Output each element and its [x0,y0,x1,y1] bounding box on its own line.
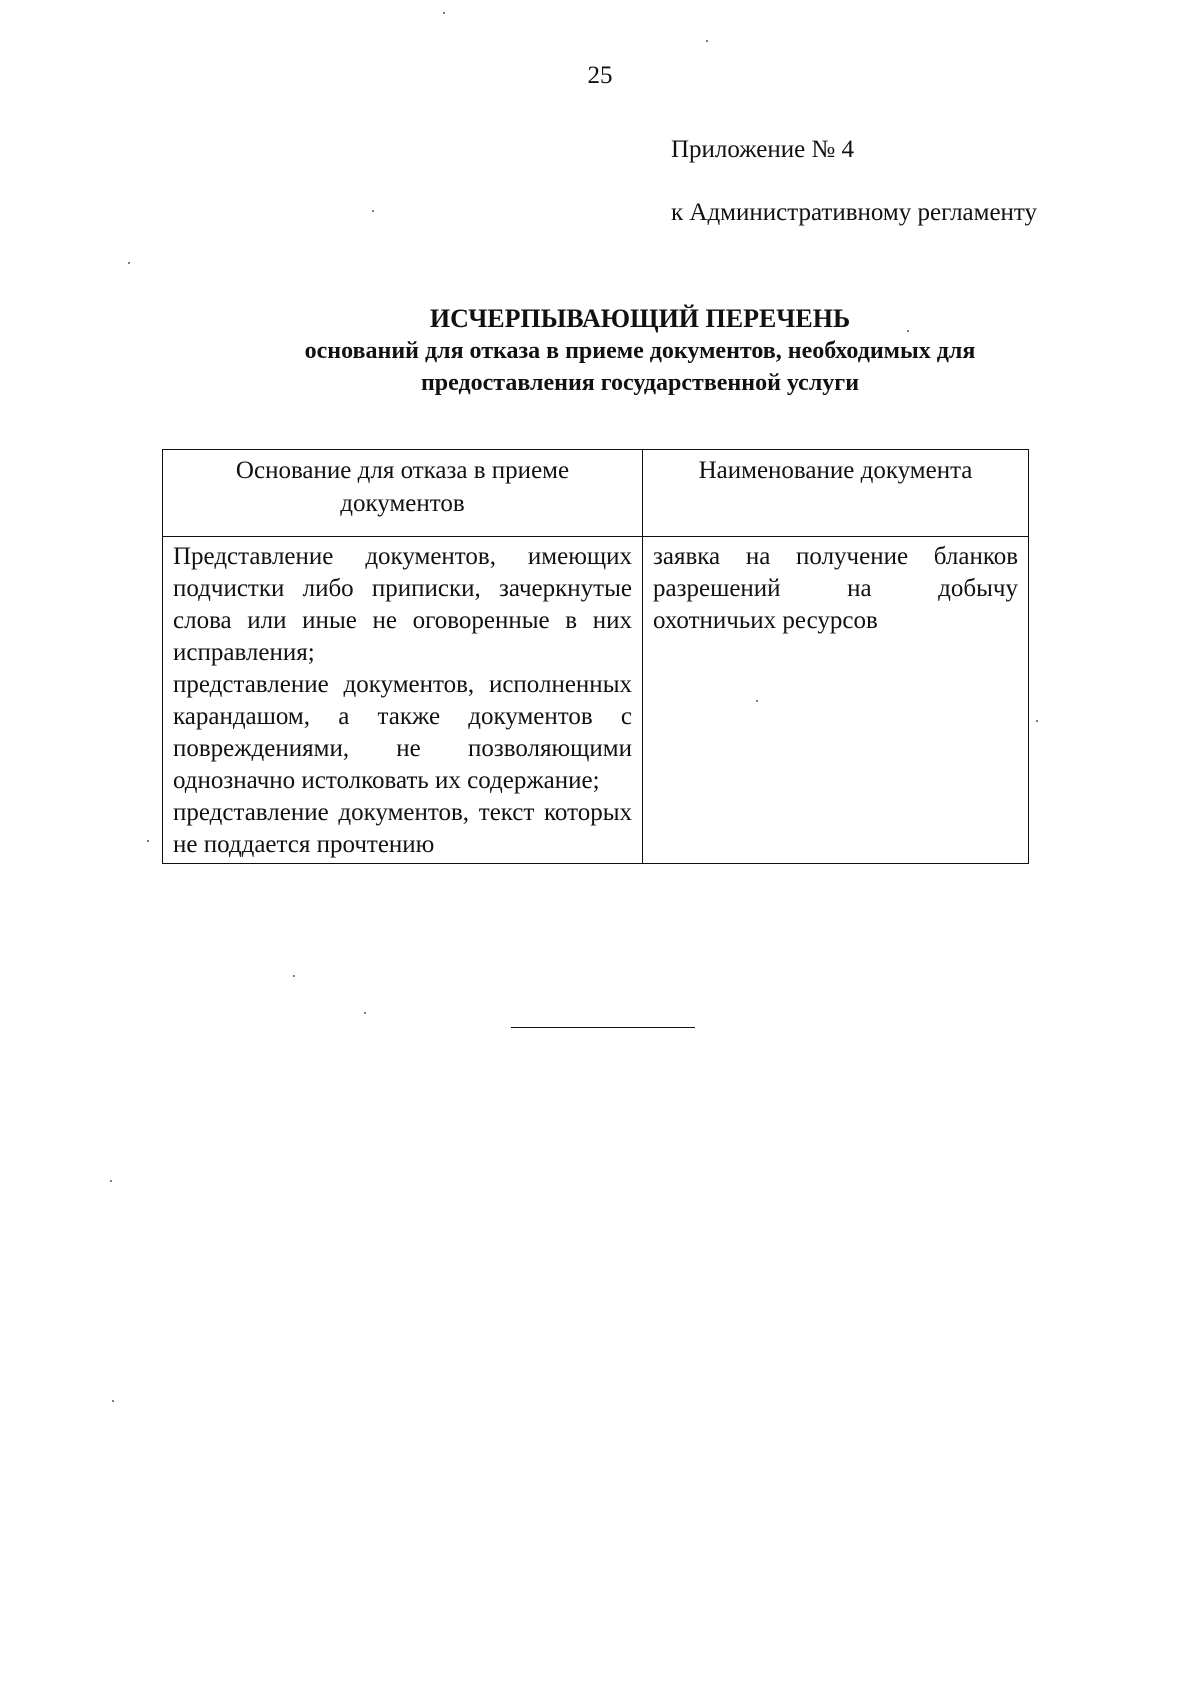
reason-item: Представление документов, имеющих подчистки либо приписки, зачеркнутые слова или иные не оговоренные в них исправления; [173,543,632,666]
scan-speck [706,40,708,42]
scan-speck [128,262,130,264]
grounds-table [162,449,1029,864]
scan-speck [293,975,295,977]
title-main: ИСЧЕРПЫВАЮЩИЙ ПЕРЕЧЕНЬ [429,304,851,333]
scan-speck [110,1180,112,1182]
scan-speck [756,700,758,702]
scan-speck [372,210,374,212]
scan-speck [112,1400,114,1402]
basis-cell [163,537,643,864]
table-row [163,537,1029,864]
scan-speck [364,1012,366,1014]
scan-speck [1036,720,1038,722]
document-title [160,303,1120,399]
appendix-label: Приложение № 4 [671,136,855,163]
column-header-basis: Основание для отказа в приеме документов [163,450,643,537]
scan-speck [907,330,909,332]
column-header-document: Наименование документа [643,450,1029,537]
scan-speck [147,840,149,842]
document-cell: заявка на получение бланков разрешений на добычу охотничьих ресурсов [643,537,1029,864]
title-subtitle-line-2: предоставления государственной услуги [420,370,860,396]
reason-item: представление документов, исполненных карандашом, а также документов с повреждениями, не позволяющими однозначно истолковать их содержание; [173,671,632,794]
title-subtitle-line-1: оснований для отказа в приеме документов, необходимых для [304,338,976,364]
end-divider-line [511,1027,695,1028]
appendix-reference: к Административному регламенту [671,199,1038,226]
table-header-row [163,450,1029,537]
reason-item: представление документов, текст которых не поддается прочтению [173,799,632,858]
page-number: 25 [587,62,613,89]
scan-speck [443,12,445,14]
